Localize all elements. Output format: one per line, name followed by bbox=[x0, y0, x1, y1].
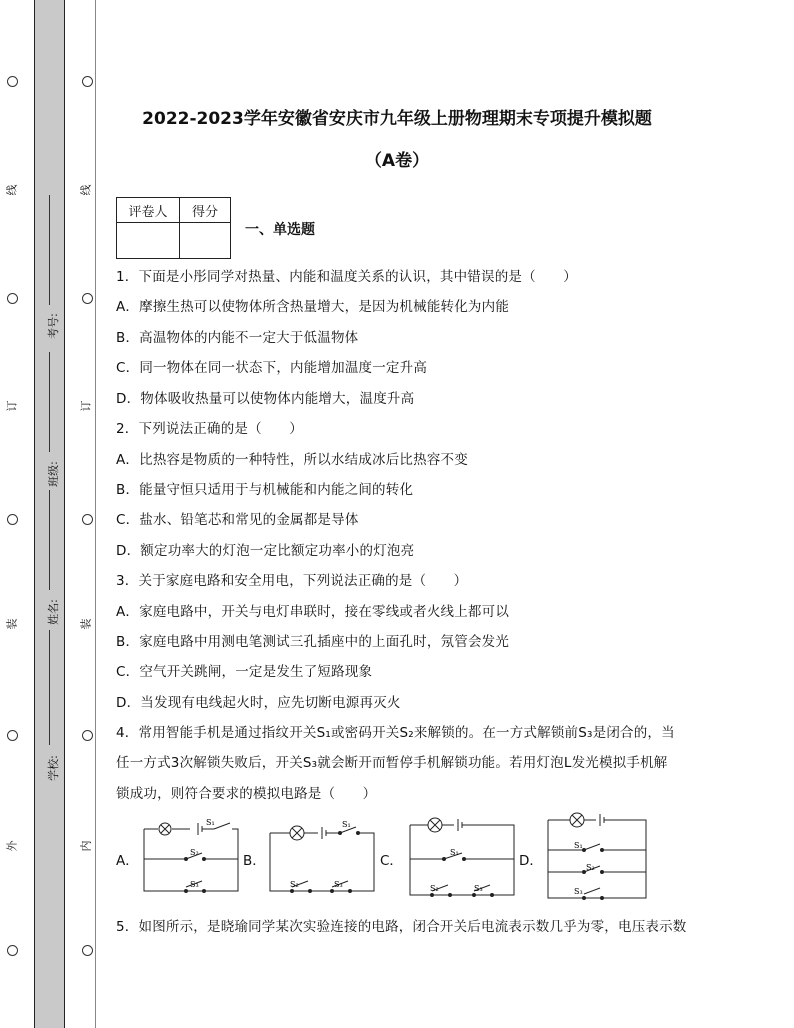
switch-label-s2: S₂ bbox=[190, 848, 199, 857]
option-d-label[interactable]: D． bbox=[519, 853, 543, 869]
switch-label-s1: S₁ bbox=[342, 820, 351, 829]
outer-mark-wai: 外 bbox=[5, 840, 19, 852]
inner-mark-nei: 内 bbox=[79, 840, 93, 852]
question-4-line-2: 任一方式3次解锁失败后，开关S₃就会断开而暂停手机解锁功能。若用灯泡L发光模拟手机解 bbox=[116, 755, 668, 771]
score-cell[interactable] bbox=[180, 223, 231, 259]
switch-label-s3: S₃ bbox=[474, 884, 483, 893]
switch-label-s2: S₂ bbox=[586, 863, 595, 872]
grader-cell[interactable] bbox=[117, 223, 180, 259]
outer-mark-zhuang: 装 bbox=[5, 618, 19, 630]
question-2-option-c: C．盐水、铅笔芯和常见的金属都是导体 bbox=[116, 512, 359, 528]
question-1-option-b: B．高温物体的内能不一定大于低温物体 bbox=[116, 330, 359, 346]
table-header-score: 得分 bbox=[180, 198, 231, 223]
circuit-b-diagram bbox=[266, 815, 381, 895]
switch-label-s3: S₃ bbox=[190, 880, 199, 889]
option-a-label[interactable]: A． bbox=[116, 853, 139, 869]
field-line[interactable] bbox=[49, 490, 50, 590]
field-line[interactable] bbox=[49, 195, 50, 305]
binding-hole bbox=[82, 293, 93, 304]
inner-mark-zhuang: 装 bbox=[79, 618, 93, 630]
binding-hole bbox=[7, 945, 18, 956]
binding-hole bbox=[82, 76, 93, 87]
question-3-option-b: B．家庭电路中用测电笔测试三孔插座中的上面孔时，氖管会发光 bbox=[116, 634, 510, 650]
switch-label-s3: S₃ bbox=[334, 880, 343, 889]
question-2-option-d: D．额定功率大的灯泡一定比额定功率小的灯泡亮 bbox=[116, 543, 415, 559]
question-1-option-c: C．同一物体在同一状态下，内能增加温度一定升高 bbox=[116, 360, 428, 376]
page-title: 2022-2023学年安徽省安庆市九年级上册物理期末专项提升模拟题 bbox=[142, 109, 652, 129]
inner-mark-ding: 订 bbox=[79, 400, 93, 412]
question-3-option-d: D．当发现有电线起火时，应先切断电源再灭火 bbox=[116, 695, 401, 711]
switch-label-s2: S₂ bbox=[430, 884, 439, 893]
question-1-option-a: A．摩擦生热可以使物体所含热量增大，是因为机械能转化为内能 bbox=[116, 299, 510, 315]
binding-hole bbox=[7, 730, 18, 741]
field-school: 学校: bbox=[46, 755, 60, 781]
outer-mark-xian: 线 bbox=[5, 184, 19, 196]
table-header-grader: 评卷人 bbox=[117, 198, 180, 223]
binding-hole bbox=[7, 514, 18, 525]
option-b-label[interactable]: B． bbox=[243, 853, 266, 869]
field-line[interactable] bbox=[49, 630, 50, 745]
circuit-c-diagram bbox=[404, 815, 519, 900]
binding-hole bbox=[7, 293, 18, 304]
switch-label-s1: S₁ bbox=[450, 848, 459, 857]
question-3-option-c: C．空气开关跳闸，一定是发生了短路现象 bbox=[116, 664, 373, 680]
binding-hole bbox=[7, 76, 18, 87]
question-2-option-b: B．能量守恒只适用于与机械能和内能之间的转化 bbox=[116, 482, 414, 498]
switch-label-s3: S₃ bbox=[574, 887, 583, 896]
question-4-line-1: 4．常用智能手机是通过指纹开关S₁或密码开关S₂来解锁的。在一方式解锁前S₃是闭合的，当 bbox=[116, 725, 675, 741]
circuit-d-diagram bbox=[544, 812, 654, 904]
field-exam-number: 考号: bbox=[46, 313, 60, 339]
circuit-a-diagram bbox=[136, 815, 246, 895]
question-3-option-a: A．家庭电路中，开关与电灯串联时，接在零线或者火线上都可以 bbox=[116, 604, 510, 620]
question-4-line-3: 锁成功，则符合要求的模拟电路是（ ） bbox=[116, 786, 377, 802]
question-1-option-d: D．物体吸收热量可以使物体内能增大，温度升高 bbox=[116, 391, 415, 407]
page-subtitle: （A卷） bbox=[364, 151, 430, 171]
field-line[interactable] bbox=[49, 352, 50, 452]
switch-label-s2: S₂ bbox=[290, 880, 299, 889]
switch-label-s1: S₁ bbox=[574, 841, 583, 850]
question-2: 2．下列说法正确的是（ ） bbox=[116, 421, 303, 437]
question-2-option-a: A．比热容是物质的一种特性，所以水结成冰后比热容不变 bbox=[116, 452, 468, 468]
binding-hole bbox=[82, 945, 93, 956]
option-c-label[interactable]: C． bbox=[380, 853, 403, 869]
section-heading: 一、单选题 bbox=[245, 222, 315, 238]
binding-hole bbox=[82, 514, 93, 525]
question-5: 5．如图所示，是晓瑜同学某次实验连接的电路，闭合开关后电流表示数几乎为零，电压表示数 bbox=[116, 919, 687, 935]
switch-label-s1: S₁ bbox=[206, 818, 215, 827]
outer-mark-ding: 订 bbox=[5, 400, 19, 412]
question-3: 3．关于家庭电路和安全用电，下列说法正确的是（ ） bbox=[116, 573, 468, 589]
question-1: 1．下面是小彤同学对热量、内能和温度关系的认识，其中错误的是（ ） bbox=[116, 269, 577, 285]
inner-mark-xian: 线 bbox=[79, 184, 93, 196]
binding-hole bbox=[82, 730, 93, 741]
field-name: 姓名: bbox=[46, 599, 60, 625]
score-table bbox=[116, 197, 231, 259]
field-class: 班级: bbox=[46, 461, 60, 487]
